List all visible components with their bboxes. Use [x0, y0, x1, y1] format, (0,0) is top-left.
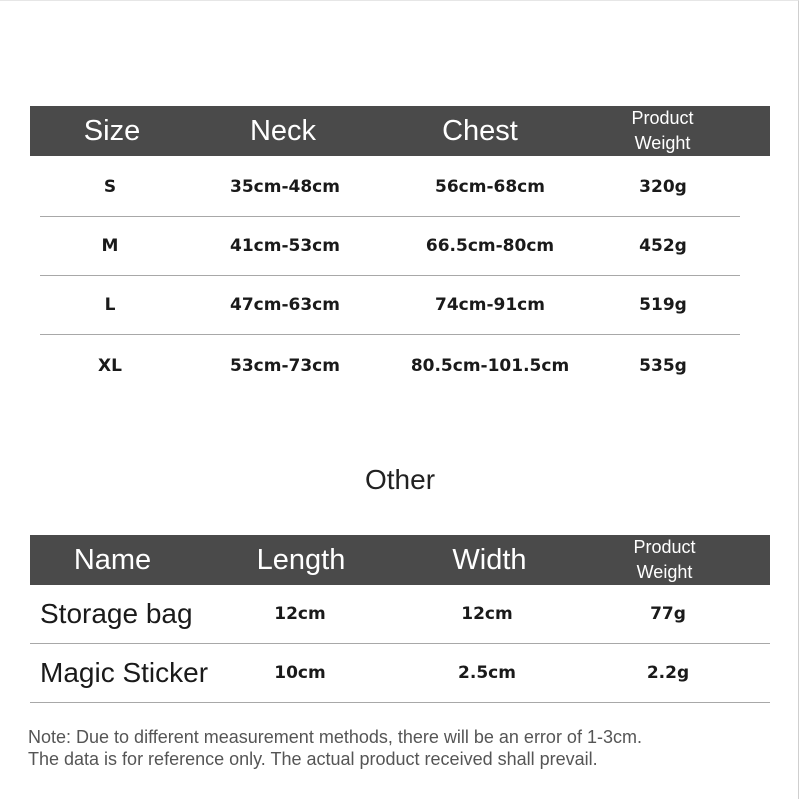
cell-weight: 452g: [639, 236, 687, 256]
header-width: Width: [452, 543, 527, 576]
measurement-note: [28, 726, 788, 770]
cell-weight: 519g: [639, 295, 687, 315]
header-weight-line1: Product: [631, 108, 694, 128]
cell-weight: 535g: [639, 356, 687, 376]
row-divider: [30, 702, 770, 704]
cell-size: M: [101, 236, 119, 256]
header-chest: Chest: [442, 114, 518, 147]
cell-name: Storage bag: [40, 598, 193, 629]
cell-weight: 2.2g: [646, 663, 690, 683]
cell-chest: 56cm-68cm: [435, 177, 545, 197]
header-weight-line1: Product: [633, 537, 696, 557]
cell-neck: 41cm-53cm: [230, 236, 340, 256]
cell-length: 12cm: [274, 604, 326, 624]
other-section-title: Other: [364, 464, 436, 495]
size-row: [40, 276, 740, 335]
cell-chest: 66.5cm-80cm: [425, 236, 555, 256]
cell-width: 12cm: [461, 604, 513, 624]
cell-chest: 80.5cm-101.5cm: [410, 356, 570, 376]
cell-name: Magic Sticker: [40, 657, 209, 688]
row-divider: [40, 334, 740, 336]
other-table-header: [30, 535, 770, 585]
cell-weight: 320g: [639, 177, 687, 197]
header-name: Name: [73, 543, 152, 576]
cell-neck: 53cm-73cm: [230, 356, 340, 376]
header-neck: Neck: [249, 114, 317, 147]
cell-length: 10cm: [274, 663, 326, 683]
size-table-header: [30, 106, 770, 156]
other-row: [30, 585, 770, 644]
size-row: [40, 217, 740, 276]
header-weight-line2: Weight: [636, 562, 693, 582]
cell-neck: 47cm-63cm: [230, 295, 340, 315]
header-product-weight: [622, 535, 707, 585]
note-line-1: Note: Due to different measurement methods, there will be an error of 1-3cm.: [28, 727, 642, 747]
header-product-weight: [620, 106, 705, 156]
size-row: [40, 158, 740, 217]
cell-size: L: [104, 295, 116, 315]
cell-weight: 77g: [650, 604, 686, 624]
size-row: [40, 337, 740, 396]
other-row: [30, 644, 770, 703]
cell-neck: 35cm-48cm: [230, 177, 340, 197]
cell-size: S: [103, 177, 117, 197]
cell-chest: 74cm-91cm: [435, 295, 545, 315]
note-line-2: The data is for reference only. The actual product received shall prevail.: [28, 749, 598, 769]
header-weight-line2: Weight: [634, 133, 691, 153]
cell-size: XL: [98, 356, 122, 376]
header-size: Size: [83, 114, 141, 147]
cell-width: 2.5cm: [458, 663, 516, 683]
header-length: Length: [256, 543, 346, 576]
